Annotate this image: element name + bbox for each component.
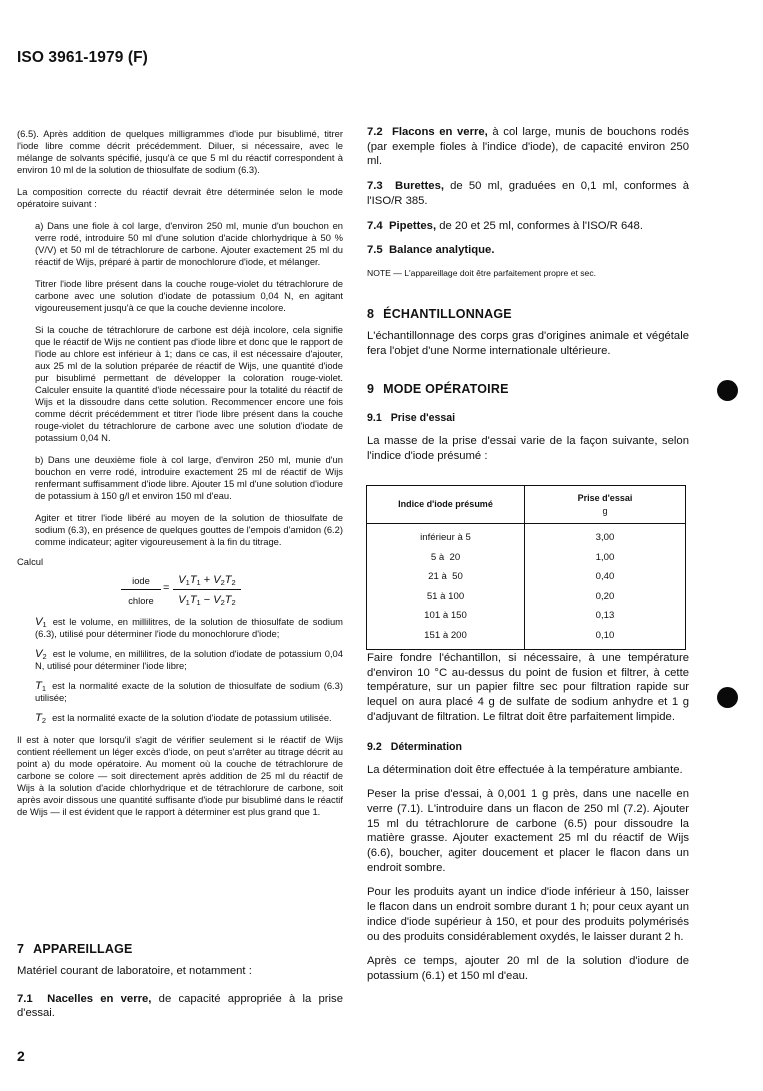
table-row: 101 à 150 0,13: [367, 606, 686, 626]
formula-rhs-denominator: $V_1T_1 - V_2T_2$: [173, 589, 241, 609]
definition-t2: $T_2$ est la normalité exacte de la solution d'iodate de potassium utilisée.: [35, 712, 332, 725]
table-row: 5 à 20 1,00: [367, 548, 686, 568]
step-b: b) Dans une deuxième fiole à col large, d'environ 250 ml, munie d'un bouchon en verre rodé, introduire exactement 25 ml de réactif de Wijs renfermant suffisamment d'iode libre. Ajouter 15 ml d'une solution d'iodure de potassium à 150 g/l et environ 150 ml d'eau.: [35, 454, 343, 501]
paragraph-continuation: (6.5). Après addition de quelques milligrammes d'iode pur bisublimé, titrer l'iode libre comme décrit précédemment. Diluer, si nécessaire, avec le mélange de solvants spécifié, jusqu'à ce que 5 ml du réactif correspondent à environ 10 ml de la solution de thiosulfate de sodium (6.3).: [17, 128, 343, 175]
page-number: 2: [17, 1048, 25, 1064]
table-row: 151 à 200 0,10: [367, 626, 686, 650]
paragraph-composition: La composition correcte du réactif devrait être déterminée selon le mode opératoire suivant :: [17, 186, 343, 209]
calcul-label: Calcul: [17, 556, 44, 567]
subsection-9-1-heading: 9.1 Prise d'essai: [367, 412, 456, 425]
paragraph-titrate-free-iodine: Titrer l'iode libre présent dans la couche rouge-violet du tétrachlorure de carbone avec une solution d'iodate de potassium 0,04 N, en agitant vigoureusement jusqu'à ce que la couche devienne incolore.: [35, 278, 343, 313]
determination-p1: La détermination doit être effectuée à la température ambiante.: [367, 763, 683, 776]
item-7-4: 7.4 Pipettes, de 20 et 25 ml, conformes à l'ISO/R 648.: [367, 219, 643, 232]
section-7-heading: 7 APPAREILLAGE: [17, 942, 133, 956]
item-7-3: 7.3 Burettes, de 50 ml, graduées en 0,1 ml, conformes à l'ISO/R 385.: [367, 180, 689, 207]
table-header-row: [367, 486, 686, 524]
subsection-9-2-heading: 9.2 Détermination: [367, 740, 462, 753]
table-row: 51 à 100 0,20: [367, 587, 686, 607]
subsection-9-1-intro: La masse de la prise d'essai varie de la façon suivante, selon l'indice d'iode présumé :: [367, 435, 689, 463]
variable-definitions: [17, 616, 343, 724]
formula-lhs-numerator: iode: [132, 575, 150, 586]
table-row: 21 à 50 0,40: [367, 567, 686, 587]
section-9-heading: 9 MODE OPÉRATOIRE: [367, 382, 509, 397]
table-row: inférieur à 5 3,00: [367, 524, 686, 548]
table-header-sample-mass: Prise d'essai g: [525, 486, 686, 524]
margin-bullet-icon: [717, 380, 738, 401]
paragraph-agitate-titrate: Agiter et titrer l'iode libéré au moyen de la solution de thiosulfate de sodium (6.3), en présence de quelques gouttes de l'empois d'amidon (6.2) comme indicateur; agiter vigoureusement à la fin du titrage.: [35, 512, 343, 547]
section-8-heading: 8 ÉCHANTILLONNAGE: [367, 306, 512, 321]
document-header: ISO 3961-1979 (F): [17, 49, 148, 66]
right-column: [367, 125, 689, 464]
definition-t1: $T_1$ est la normalité exacte de la solution de thiosulfate de sodium (6.3) utilisée;: [35, 680, 343, 703]
sample-mass-table: [366, 485, 686, 650]
item-7-1: 7.1 Nacelles en verre, de capacité appropriée à la prise d'essai.: [17, 992, 343, 1020]
right-column-lower: [367, 651, 689, 984]
determination-p4: Après ce temps, ajouter 20 ml de la solution d'iodure de potassium (6.1) et 150 ml d'eau.: [367, 955, 689, 982]
formula-lhs-denominator: chlore: [121, 589, 161, 609]
apparatus-note: NOTE — L'appareillage doit être parfaitement propre et sec.: [367, 267, 597, 278]
formula-lhs: [121, 572, 161, 609]
definition-v1: $V_1$ est le volume, en millilitres, de la solution de thiosulfate de sodium (6.3), utilisé pour déterminer l'iode du monochlorure d'iode;: [35, 616, 343, 639]
formula-rhs-numerator: $V_1T_1 + V_2T_2$: [178, 574, 236, 587]
section-7: [17, 942, 343, 1021]
determination-p2: Peser la prise d'essai, à 0,001 1 g près, dans une nacelle en verre (7.1). L'introduire dans un flacon de 250 ml (7.2). Ajouter 15 ml du tétrachlorure de carbone (6.5) pour dissoudre la matière grasse. Ajouter exactement 25 ml du réactif de Wijs (6.6), boucher, agiter doucement et placer le flacon dans un endroit sombre.: [367, 788, 689, 874]
section-7-intro: Matériel courant de laboratoire, et notamment :: [17, 965, 252, 977]
definition-v2: $V_2$ est le volume, en millilitres, de la solution d'iodate de potassium 0,04 N, utilisé pour déterminer l'iode libre;: [35, 648, 343, 671]
step-a: a) Dans une fiole à col large, d'environ 250 ml, munie d'un bouchon en verre rodé, introduire 50 ml d'une solution d'acide chlorhydrique à 50 % (V/V) et 50 ml de tétrachlorure de carbone. Ajouter exactement 25 ml du réactif de Wijs, préparé à partir de monochlorure d'iode, et mélanger.: [35, 220, 343, 267]
item-7-2: 7.2 Flacons en verre, à col large, munis de bouchons rodés (par exemple fioles à l'indice d'iode), de capacité environ 250 ml.: [367, 126, 689, 168]
paragraph-if-colorless: Si la couche de tétrachlorure de carbone est déjà incolore, cela signifie que le réactif de Wijs ne contient pas d'iode libre et donc que le rapport de l'iode au chlore est inférieur à 1; dans ce cas, il est nécessaire d'ajouter, aux 25 ml de la solution préparée de réactif de Wijs, une quantité d'iode pur bisublimé permettant de développer la coloration rouge-violet. Calculer ensuite la quantité d'iode nécessaire pour la totalité du réactif de Wijs et la dissoudre dans cette solution. Recommencer encore une fois comme décrit précédemment et titrer l'iode libre présent dans la couche rouge-violet du tétrachlorure de carbone avec une solution d'iodate de potassium 0,04 N.: [35, 324, 343, 443]
margin-bullet-icon: [717, 687, 738, 708]
section-8-text: L'échantillonnage des corps gras d'origines animale et végétale fera l'objet d'une Norme internationale ultérieure.: [367, 329, 689, 357]
formula-equals: =: [163, 582, 170, 594]
formula-rhs: [173, 572, 241, 609]
melt-filter-paragraph: Faire fondre l'échantillon, si nécessaire, à une température d'environ 10 °C au-dessus du point de fusion et filtrer, à cette température, sur un papier filtre sec pour filtration rapide sur lequel on aura placé 4 g de sulfate de sodium anhydre et 1 g d'adjuvant de filtration. Le filtrat doit être parfaitement limpide.: [367, 652, 689, 723]
table-header-iodine-index: Indice d'iode présumé: [367, 486, 525, 524]
item-7-5: 7.5 Balance analytique.: [367, 244, 495, 257]
paragraph-excess-note: Il est à noter que lorsqu'il s'agit de vérifier seulement si le réactif de Wijs contient réellement un léger excès d'iode, on peut s'arrêter au titrage décrit au point a) du mode opératoire. Au moment où la couche de tétrachlorure de carbone se colore — soit directement après addition de 25 ml du réactif de Wijs à la solution d'acide chlorhydrique et de tétrachlorure de carbone, soit après avoir dissous une quantité suffisante d'iode pur bisublimé dans le réactif de Wijs — il est évident que le rapport à déterminer est plus grand que 1.: [17, 734, 343, 817]
determination-p3: Pour les produits ayant un indice d'iode inférieur à 150, laisser le flacon dans un endroit sombre durant 1 h; pour ceux ayant un indice d'iode supérieur à 150, et pour des produits polymérisés ou des produits considérablement oxydés, le laisser durant 2 h.: [367, 886, 689, 943]
left-column: [17, 128, 343, 818]
ratio-formula: [17, 572, 343, 616]
